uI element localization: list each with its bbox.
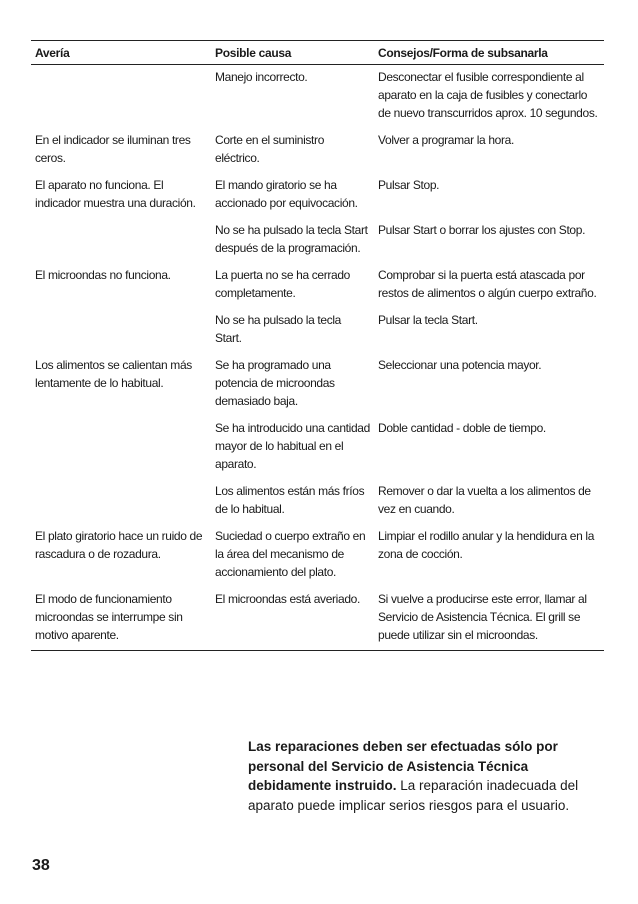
cell-remedy: Limpiar el rodillo anular y la hendidura en la zona de cocción.: [378, 529, 595, 561]
cell-remedy: Pulsar Stop.: [378, 178, 440, 192]
repair-notice-bold: Las reparaciones deben ser efectuadas sólo por personal del Servicio de Asistencia Técnica debidamente instruido.: [248, 739, 558, 793]
cell-fault: [31, 65, 211, 129]
page-number: 38: [32, 857, 50, 874]
cell-cause: No se ha pulsado la tecla Start.: [215, 313, 342, 345]
table-row: [31, 353, 604, 416]
troubleshooting-table: [31, 40, 604, 651]
cell-cause: Corte en el suministro eléctrico.: [215, 133, 325, 165]
cell-fault: Los alimentos se calientan más lentamente de lo habitual.: [35, 358, 192, 390]
cell-fault: [31, 479, 211, 524]
cell-remedy: Comprobar si la puerta está atascada por restos de alimentos o algún cuerpo extraño.: [378, 268, 597, 300]
cell-fault: El modo de funcionamiento microondas se interrumpe sin motivo aparente.: [35, 592, 183, 642]
cell-fault: El microondas no funciona.: [35, 268, 171, 282]
cell-remedy: Pulsar la tecla Start.: [378, 313, 478, 327]
repair-notice-text: La reparación inadecuada del aparato puede implicar serios riesgos para el usuario.: [248, 778, 579, 813]
table-row: [31, 218, 604, 263]
cell-cause: No se ha pulsado la tecla Start después de la programación.: [215, 223, 368, 255]
cell-cause: Los alimentos están más fríos de lo habitual.: [215, 484, 365, 516]
cell-remedy: Desconectar el fusible correspondiente al aparato en la caja de fusibles y conectarlo de nuevo transcurridos aprox. 10 segundos.: [378, 70, 598, 120]
table-row: [31, 587, 604, 651]
header-cause: Posible causa: [215, 46, 292, 60]
cell-cause: Se ha introducido una cantidad mayor de lo habitual en el aparato.: [215, 421, 370, 471]
table-row: [31, 416, 604, 479]
cell-remedy: Volver a programar la hora.: [378, 133, 514, 147]
table-row: [31, 479, 604, 524]
cell-cause: El mando giratorio se ha accionado por equivocación.: [215, 178, 358, 210]
cell-fault: [31, 416, 211, 479]
table-row: [31, 263, 604, 308]
cell-cause: Se ha programado una potencia de microondas demasiado baja.: [215, 358, 335, 408]
table-row: [31, 65, 604, 129]
cell-remedy: Remover o dar la vuelta a los alimentos de vez en cuando.: [378, 484, 591, 516]
cell-fault: El plato giratorio hace un ruido de rascadura o de rozadura.: [35, 529, 203, 561]
cell-fault: El aparato no funciona. El indicador muestra una duración.: [35, 178, 196, 210]
table-row: [31, 308, 604, 353]
cell-remedy: Seleccionar una potencia mayor.: [378, 358, 542, 372]
table-row: [31, 128, 604, 173]
table-body: [31, 65, 604, 651]
header-remedy: Consejos/Forma de subsanarla: [378, 46, 548, 60]
header-fault: Avería: [35, 46, 70, 60]
cell-fault: [31, 218, 211, 263]
cell-cause: La puerta no se ha cerrado completamente.: [215, 268, 350, 300]
cell-cause: Manejo incorrecto.: [215, 70, 308, 84]
cell-cause: Suciedad o cuerpo extraño en la área del mecanismo de accionamiento del plato.: [215, 529, 366, 579]
table-row: [31, 173, 604, 218]
cell-remedy: Doble cantidad - doble de tiempo.: [378, 421, 546, 435]
repair-notice: [248, 737, 603, 815]
cell-remedy: Si vuelve a producirse este error, llamar al Servicio de Asistencia Técnica. El grill se puede utilizar sin el microondas.: [378, 592, 587, 642]
cell-fault: En el indicador se iluminan tres ceros.: [35, 133, 191, 165]
cell-fault: [31, 308, 211, 353]
table-row: [31, 524, 604, 587]
cell-cause: El microondas está averiado.: [215, 592, 360, 606]
cell-remedy: Pulsar Start o borrar los ajustes con Stop.: [378, 223, 586, 237]
table-header: [31, 41, 604, 65]
